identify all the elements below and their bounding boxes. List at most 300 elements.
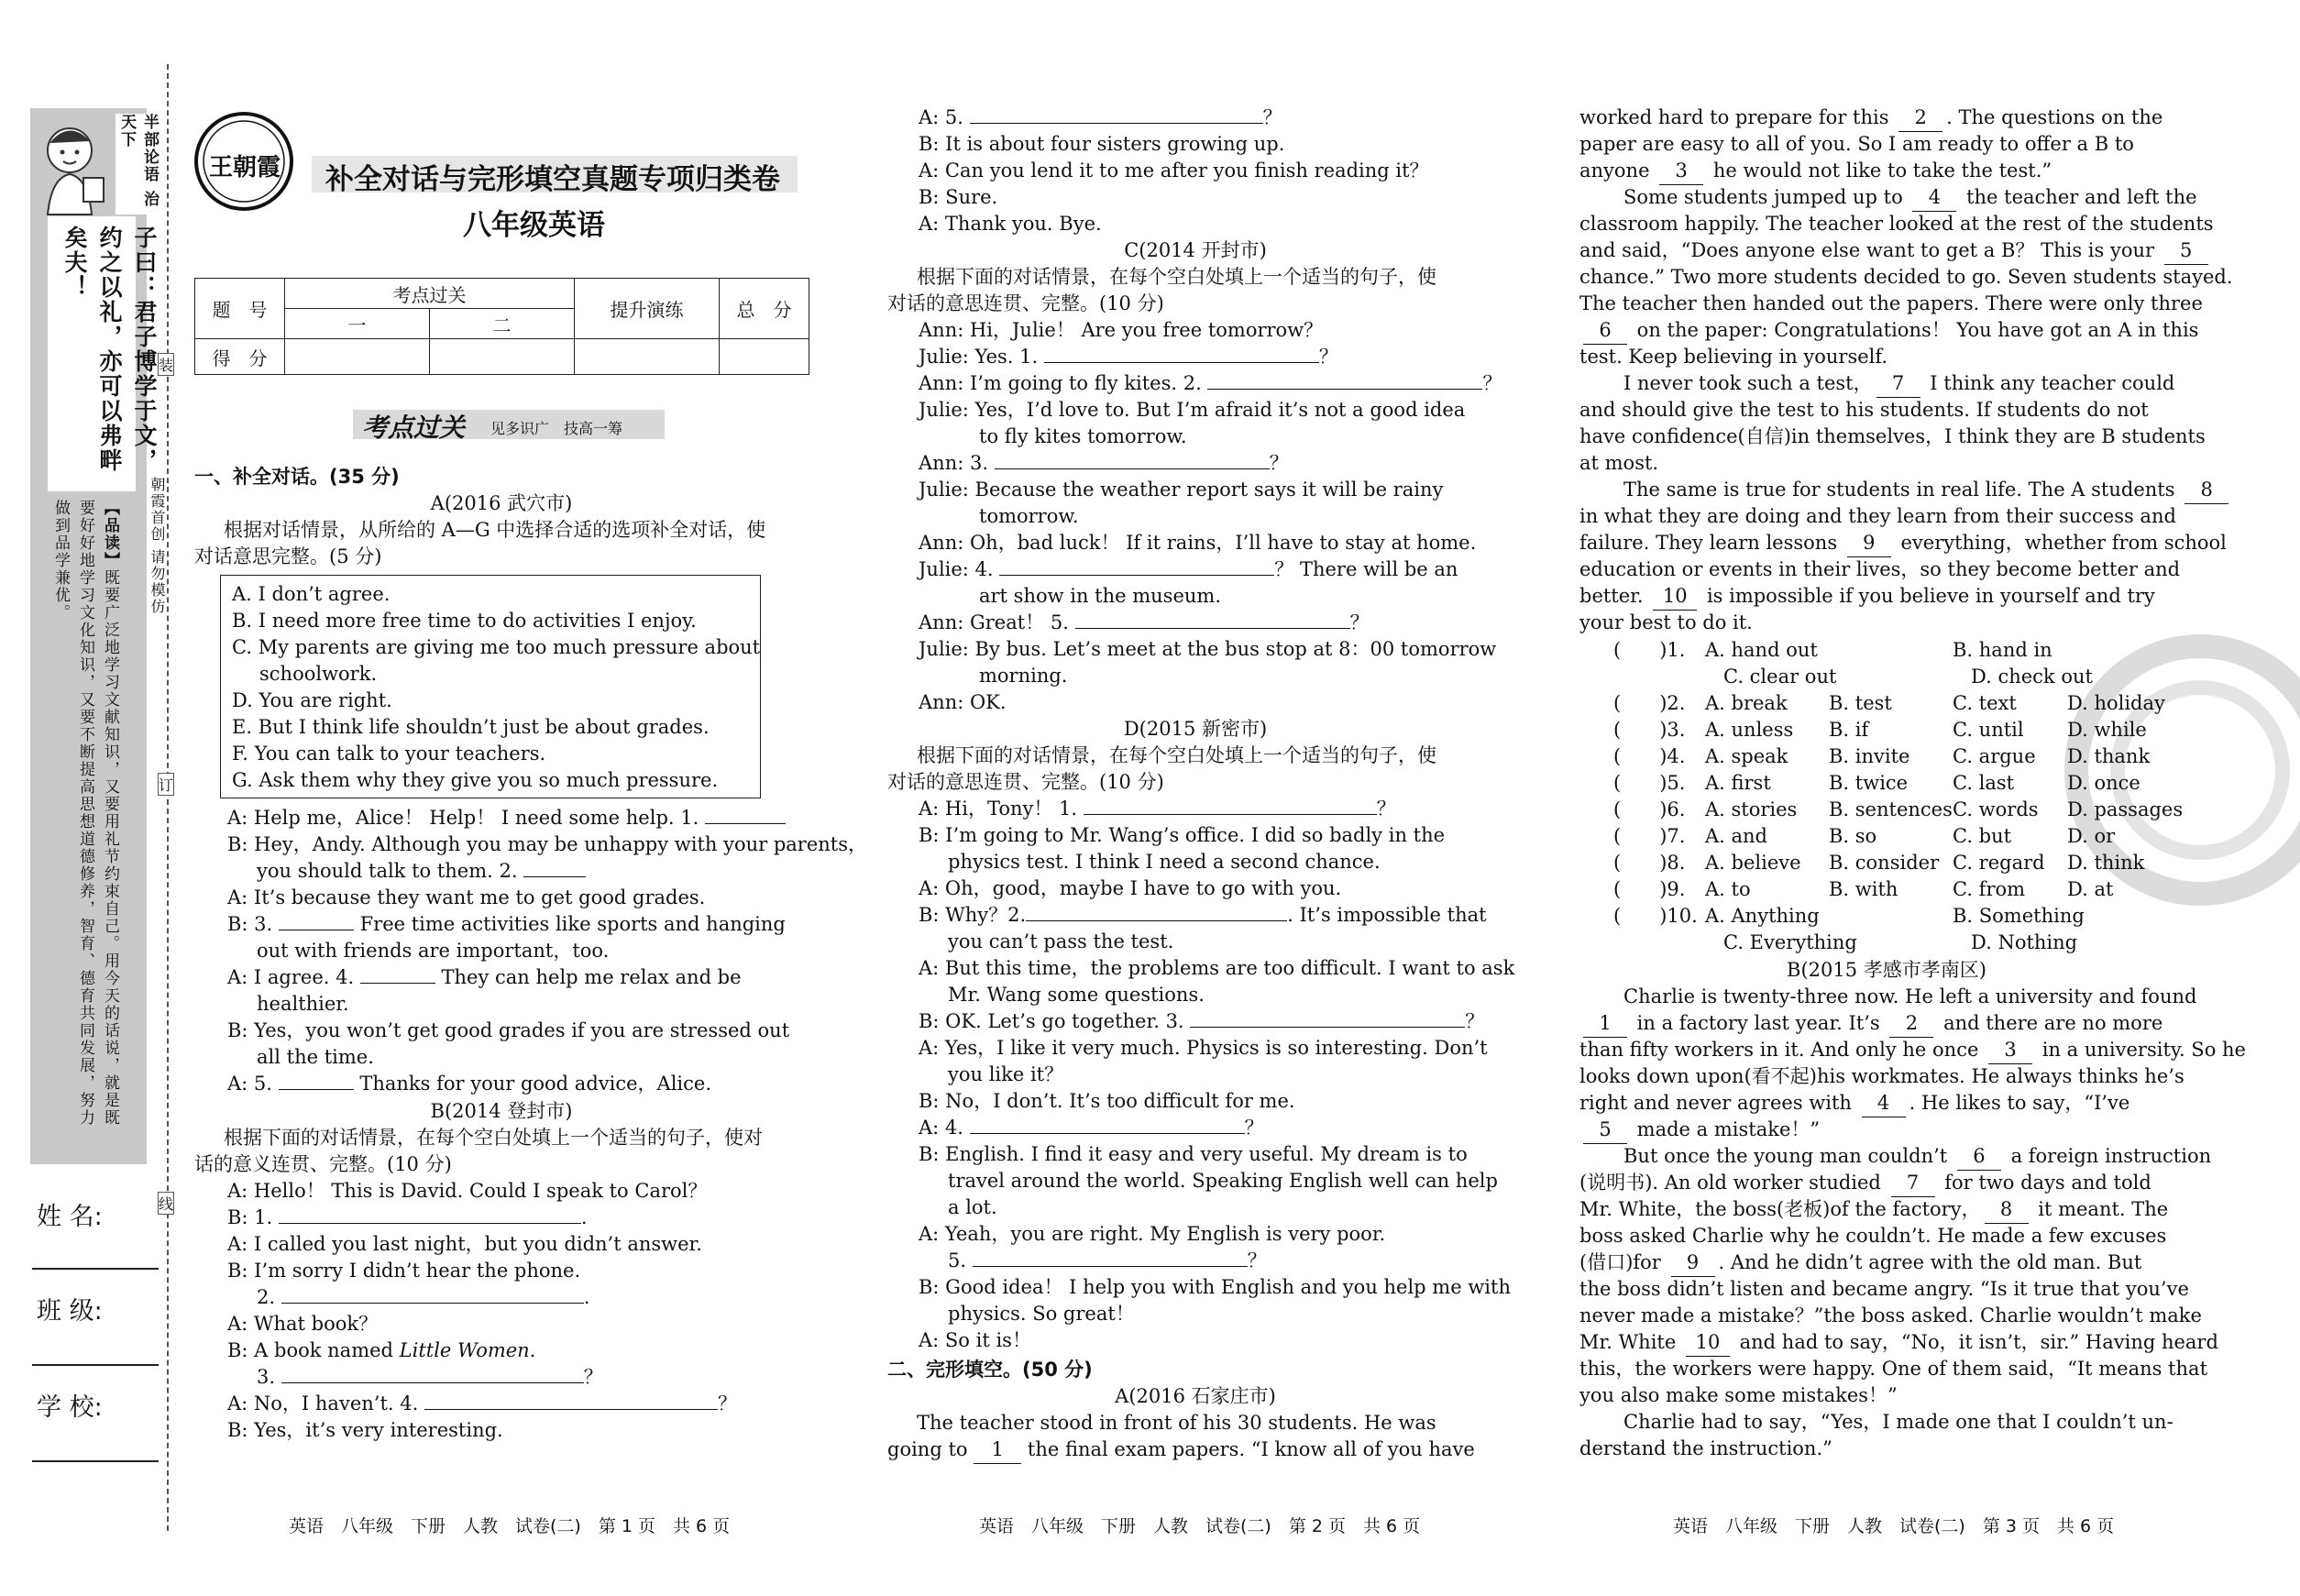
page1-column [194,464,809,570]
page2-top: A: 5. ？ B: It is about four sisters growing up. A: Can you lend it to me after you finish reading it？ B: Sure. A: Thank you. Bye. [919,105,1505,237]
clozeB-line [1579,1037,2246,1063]
dialogC-line: Julie: Because the weather report says it will be rainy [919,479,1444,501]
clozeB-line [1579,984,2197,1010]
clozeA-line [1579,105,2194,131]
clozeA-text: The same is true for students in real life. The A students [1623,479,2182,501]
page-title: 补全对话与完形填空真题专项归类卷 [325,163,780,196]
class-field[interactable] [32,1364,159,1366]
seal-char-1: 装 [158,353,174,376]
banner-slogan: 见多识广 技高一筹 [490,420,623,437]
choice-row [1613,770,2200,797]
choice-option: A. believe [1705,852,1801,874]
cloze-blank[interactable]: 3 [1988,1037,2032,1064]
clozeA-text: education or events in their lives，so they become better and [1579,558,2181,580]
B-instruction-1: 根据下面的对话情景，在每个空白处填上一个适当的句子，使对 [224,1127,763,1149]
cloze-blank[interactable]: 9 [1847,530,1891,557]
dialogA-line: Thanks for your good advice，Alice. [359,1073,711,1095]
clozeA-text: have confidence(自信)in themselves，I think they are B students [1579,425,2206,447]
B-instruction-2: 话的意义连贯、完整。(10 分) [194,1153,452,1175]
dialogD-line: Mr. Wang some questions. [948,984,1205,1006]
section1-heading: 一、补全对话。(35 分) [194,466,400,488]
dialogA-line: all the time. [257,1046,374,1068]
choice-number[interactable]: ( )1. [1613,639,1686,661]
clozeA-line [1579,424,2206,450]
clozeA-text: The teacher then handed out the papers. There were only three [1579,292,2203,314]
choice-option: D. think [2067,852,2145,874]
pindu-title: 【品读】 [101,500,119,569]
cloze-blank[interactable]: 10 [1653,583,1697,611]
clozeB-line [1579,1196,2194,1223]
clozeB-text: in a university. So he [2036,1039,2246,1061]
dialogB-line: A: No，I haven’t. 4. [227,1392,419,1414]
clozeA-line: the final exam papers. “I know all of you have [1027,1438,1475,1460]
clozeA-line [1579,477,2213,503]
clozeB-text: for two days and told [1938,1172,2151,1194]
original-tag: 朝霞首创 请勿模仿 [149,477,166,616]
clozeB-line [1579,1303,2202,1329]
dialogD-line: A: Oh，good，maybe I have to go with you. [919,877,1342,899]
clozeA-text: . The questions on the [1946,106,2163,128]
choice-option: C. last [1953,772,2015,794]
cloze-blank[interactable]: 2 [1889,1010,1933,1038]
choice-row [1613,850,2200,876]
score-cell-4[interactable] [720,339,809,375]
clozeB-text: and there are no more [1937,1012,2163,1034]
binding-line [167,64,169,1531]
choice-option: D. while [2067,719,2147,741]
clozeA-line [1579,503,2194,530]
sectionA-title: A(2016 武穴市) [430,492,573,514]
option-c-cont: schoolwork. [259,663,378,685]
dialogD-line: B: English. I find it easy and very useful. My dream is to [919,1143,1468,1165]
th-number: 题 号 [195,279,285,339]
choice-option: D. or [2067,825,2116,847]
dialogC-line: Ann: 3. [919,452,989,474]
dialogB-line: 2. [257,1286,276,1308]
cloze-blank[interactable]: 10 [1686,1329,1730,1357]
choice-option: B. if [1829,719,1869,741]
choice-row [1613,876,2200,903]
clozeB-line [1579,1382,2194,1409]
dialogD: A: Hi，Tony！ 1. ？ B: I’m going to Mr. Wang’s office. I did so badly in the physics test. I think I need a second chance. A: Oh，good，maybe I have to go with you. B: Why？2. . It’s impossible that you can’t pass the test. A: But this time，the problems are too difficult. I want to ask Mr. Wang some questions. B: OK. Let’s go together. 3. ？ A: Yes，I like it very much. Physics is so interesting. Don’t you like it？ B: No，I don’t. It’s too difficult for me. A: 4. ？ B: English. I find it easy and very useful. My dream is to travel around the world. Speaking English well can help a lot. A: Yeah，you are right. My English is very poor. 5. ？ B: Good idea！ I help you with English and you help me with physics. So great！ A: So it is！ [919,796,1505,1354]
cloze-blank[interactable]: 1 [974,1436,1021,1464]
cloze-blank[interactable]: 8 [2184,477,2228,504]
clozeB-text: never made a mistake？”the boss asked. Charlie wouldn’t make [1579,1304,2202,1326]
choice-row [1613,930,2200,956]
clozeB-line [1579,1090,2194,1117]
pindu-text: 既要广泛地学习文献知识，又要用礼节约束自己。用今天的话说，就是既要好好地学习文化知识，又要不断提高思想道德修养，智育、德育共同发展，努力做到品学兼优。 [51,500,119,1127]
clozeA-text: I think any teacher could [1923,372,2175,394]
cloze-blank[interactable]: 2 [1898,105,1942,132]
choice-row [1613,743,2200,770]
dialogD-line: A: 4. [919,1117,963,1139]
clozeB-text: But once the young man couldn’t [1623,1145,1953,1167]
options-box [220,575,761,798]
sectionC [887,237,1503,317]
clozeB-text: you also make some mistakes！” [1579,1384,1898,1406]
answer-blank[interactable] [705,823,786,824]
dialogB-line: B: Yes，it’s very interesting. [227,1419,503,1441]
school-field[interactable] [32,1460,159,1462]
clozeB-text: in a factory last year. It’s [1631,1012,1887,1034]
clozeB-line [1579,1170,2194,1196]
banner-title: 考点过关 [362,413,466,443]
clozeA-line: going to [887,1438,968,1460]
choice-row [1613,823,2200,850]
option-g: G. Ask them why they give you so much pressure. [232,769,719,791]
choice-option: D. check out [1971,666,2093,688]
dialogD-line: A: Yes，I like it very much. Physics is so interesting. Don’t [919,1037,1488,1059]
dialogC-line: to fly kites tomorrow. [979,425,1187,447]
choice-number[interactable]: ( )3. [1613,719,1686,741]
A-instruction-2: 对话意思完整。(5 分) [194,545,382,567]
dialogB-line: B: 1. [227,1206,273,1228]
choice-number[interactable]: ( )5. [1613,772,1686,794]
clozeA-text: classroom happily. The teacher looked at the rest of the students [1579,213,2214,235]
name-field[interactable] [32,1268,159,1270]
sidebar-motto: 半部论语 治天下 [116,114,161,215]
dialogD-line: physics test. I think I need a second chance. [948,851,1381,873]
section2-heading: 二、完形填空。(50 分) [887,1359,1093,1381]
choice-option: B. with [1829,878,1898,900]
section2 [887,1357,1503,1463]
answer-blank[interactable] [1075,628,1350,629]
clozeA-line [1579,131,2194,158]
page1-footer: 英语 八年级 下册 人教 试卷(二) 第 1 页 共 6 页 [289,1516,731,1536]
choice-option: B. so [1829,825,1877,847]
clozeA-line [1579,344,2194,370]
option-b: B. I need more free time to do activities I enjoy. [232,610,697,632]
dialogB-cont: B: It is about four sisters growing up. [919,133,1285,155]
score-cell-3[interactable] [575,339,720,375]
clozeB-line [1579,1409,2194,1436]
dialogB-cont: A: Can you lend it to me after you finish reading it？ [919,160,1429,182]
cloze-blank[interactable]: 6 [1957,1143,2001,1171]
choice-option: C. clear out [1723,666,1837,688]
clozeB-line [1579,1249,2194,1276]
dialogA-line: B: 3. [227,913,273,935]
answer-blank[interactable] [523,876,586,877]
clozeA-line [1579,556,2194,583]
answer-blank[interactable] [279,1223,581,1224]
clozeA-text: he would not like to take the test.” [1707,160,2052,182]
sectionD [887,716,1503,796]
sidebar-pindu [48,500,122,1141]
C-instruction-2: 对话的意思连贯、完整。(10 分) [887,292,1164,314]
answer-blank[interactable] [999,575,1274,576]
th-total: 总 分 [720,279,809,339]
cloze-blank[interactable]: 5 [1583,1117,1627,1144]
choice-row [1613,903,2200,930]
dialogB-cont: B: Sure. [919,186,998,208]
choice-option: B. hand in [1953,639,2052,661]
choice-row [1613,637,2200,664]
dialogC-line: Ann: I’m going to fly kites. 2. [919,372,1202,394]
dialogC-line: morning. [979,665,1068,687]
clozeA-text: worked hard to prepare for this [1579,106,1896,128]
choice-option: A. hand out [1705,639,1818,661]
cloze-blank[interactable]: 7 [1876,370,1920,398]
cloze-blank[interactable]: 3 [1659,158,1703,185]
choice-option: B. Something [1953,905,2085,927]
choice-row [1613,717,2200,743]
class-label: 班 级: [37,1297,103,1326]
clozeA-line [1579,317,2199,344]
dialogC-line: There will be an [1299,558,1458,580]
choice-option: C. text [1953,692,2017,714]
dialogD-line: you can’t pass the test. [948,930,1174,952]
choice-option: A. to [1705,878,1751,900]
choice-number[interactable]: ( )10. [1613,905,1698,927]
answer-blank[interactable] [279,1089,354,1090]
option-f: F. You can talk to your teachers. [232,743,546,765]
sectionD-title: D(2015 新密市) [1123,718,1268,740]
dialogC-line: art show in the museum. [979,585,1222,607]
choice-row [1613,690,2200,717]
clozeA-title: A(2016 石家庄市) [1115,1385,1276,1407]
sectionB [194,1098,809,1178]
clozeA-text: paper are easy to all of you. So I am ready to offer a B to [1579,133,2134,155]
clozeA-text: chance.” Two more students decided to go. Seven students stayed. [1579,266,2233,288]
answer-blank[interactable] [1026,920,1287,921]
choice-option: D. holiday [2067,692,2165,714]
cloze-blank[interactable]: 5 [2164,237,2208,265]
choice-option: C. argue [1953,745,2036,767]
dialogB-line: B: I’m sorry I didn’t hear the phone. [227,1260,581,1282]
dialogD-line: B: Good idea！ I help you with English and you help me with [919,1276,1511,1298]
th-checkpoint: 考点过关 [285,279,575,309]
dialogD-line: . It’s impossible that [1287,904,1487,926]
seal-char-3: 线 [158,1192,174,1215]
dialogD-line: B: OK. Let’s go together. 3. [919,1010,1184,1032]
choice-option: B. sentences [1829,798,1953,820]
dialogB-line: A: Hello！ This is David. Could I speak to Carol？ [227,1180,708,1202]
clozeB-text: . He likes to say，“I’ve [1909,1092,2130,1114]
dialogB: A: Hello！ This is David. Could I speak to Carol？ B: 1. . A: I called you last night，but you didn’t answer. B: I’m sorry I didn’t hear the phone. 2. . A: What book？ B: A book named Little Women. 3. ？ A: No，I haven’t. 4. ？ B: Yes，it’s very interesting. [227,1178,814,1444]
choice-option: D. thank [2067,745,2151,767]
choice-option: D. at [2067,878,2114,900]
clozeA-passage [1579,105,2233,636]
choice-option: C. from [1953,878,2026,900]
dialogD-line: travel around the world. Speaking English well can help [948,1170,1498,1192]
choice-number[interactable]: ( )2. [1613,692,1686,714]
dialogD-line: B: No，I don’t. It’s too difficult for me. [919,1090,1295,1112]
choice-option: A. stories [1705,798,1798,820]
choice-option: A. unless [1705,719,1794,741]
choice-option: B. twice [1829,772,1909,794]
clozeA-text: the teacher and left the [1960,186,2197,208]
choice-option: A. first [1705,772,1771,794]
clozeA-line [1579,237,2194,264]
dialogB-line: B: A book named [227,1339,393,1361]
dialogD-line: physics. So great！ [948,1303,1135,1325]
page3-footer: 英语 八年级 下册 人教 试卷(二) 第 3 页 共 6 页 [1673,1516,2115,1536]
option-e: E. But I think life shouldn’t just be about grades. [232,716,710,738]
clozeA-text: test. Keep believing in yourself. [1579,346,1888,368]
answer-blank[interactable] [995,468,1270,469]
dialogA-line: A: 5. [227,1073,272,1095]
choice-option: A. Anything [1705,905,1820,927]
th-part1: 一 [285,309,430,339]
clozeA-text: at most. [1579,452,1659,474]
answer-blank[interactable] [1084,814,1377,815]
clozeB-line [1579,1063,2194,1090]
dialogC-line: Julie: 4. [919,558,994,580]
dialogC-line: Ann: OK. [919,691,1007,713]
dialogD-line: A: Hi，Tony！ 1. [919,798,1078,820]
clozeA-text: is impossible if you believe in yourself and try [1700,585,2155,607]
choice-number[interactable]: ( )6. [1613,798,1686,820]
clozeB-text: boss asked Charlie why he couldn’t. He made a few excuses [1579,1225,2167,1247]
dialogD-line: A: Yeah，you are right. My English is very poor. [919,1223,1386,1245]
clozeA-text: your best to do it. [1579,611,1753,633]
clozeB-text: Mr. White，the boss(老板)of the factory， [1579,1198,1981,1220]
clozeB-text: Mr. White [1579,1331,1682,1353]
score-cell-2[interactable] [430,339,575,375]
choice-option: D. once [2067,772,2140,794]
dialogD-line: A: But this time，the problems are too difficult. I want to ask [919,957,1515,979]
C-instruction-1: 根据下面的对话情景，在每个空白处填上一个适当的句子，使 [917,266,1436,288]
clozeA-text: everything，whether from school [1894,532,2227,554]
school-label: 学 校: [37,1393,103,1422]
dialogA-line: Free time activities like sports and hanging [359,913,786,935]
answer-blank[interactable] [281,1303,584,1304]
answer-blank[interactable] [281,1382,584,1383]
cartoon-figure [33,114,112,218]
clozeB-text: (借口)for [1579,1251,1667,1273]
dialogA-line: healthier. [257,993,349,1015]
dialogA-line: A: It’s because they want me to get good grades. [227,886,706,908]
dialogA-line: you should talk to them. 2. [257,860,518,882]
choice-number[interactable]: ( )4. [1613,745,1686,767]
clozeB-line [1579,1010,2194,1037]
answer-blank[interactable] [973,1266,1248,1267]
clozeB-title: B(2015 孝感市孝南区) [1787,959,1986,981]
clozeB-text: right and never agrees with [1579,1092,1858,1114]
clozeB-passage [1579,984,2246,1462]
answer-blank[interactable] [970,123,1263,124]
clozeB-text: a foreign instruction [2004,1145,2212,1167]
clozeB-line [1579,1223,2194,1249]
dialogA [227,805,867,1097]
option-c: C. My parents are giving me too much pressure about [232,636,761,658]
answer-blank[interactable] [360,983,435,984]
choice-option: D. passages [2067,798,2184,820]
dialogC-line: Ann: Great！ 5. [919,611,1069,633]
cloze-blank[interactable]: 9 [1671,1249,1715,1277]
choice-number[interactable]: ( )9. [1613,878,1686,900]
answer-blank[interactable] [1190,1027,1465,1028]
dialogC: Ann: Hi，Julie！ Are you free tomorrow？ Julie: Yes. 1. ？ Ann: I’m going to fly kites. 2. ？ Julie: Yes，I’d love to. But I’m afraid it’s not a good idea to fly kites tomorrow. Ann: 3. ？ Julie: Because the weather report says it will be rainy tomorrow. Ann: Oh，bad luck！ If it rains，I’ll have to stay at home. Julie: 4. ？ There will be an art show in the museum. Ann: Great！ 5. ？ Julie: By bus. Let’s meet at the bus stop at 8：00 tomorrow morning. Ann: OK. [919,317,1505,716]
choice-option: A. break [1705,692,1788,714]
clozeA-line [1579,291,2203,317]
choice-option: C. regard [1953,852,2045,874]
cloze-blank[interactable]: 6 [1583,317,1627,345]
dialogA-line: They can help me relax and be [441,966,742,988]
clozeA-line [1579,264,2233,291]
seal-char-2: 订 [158,773,174,796]
dialogC-line: Julie: By bus. Let’s meet at the bus stop at 8：00 tomorrow [919,638,1497,660]
clozeB-text: . And he didn’t agree with the old man. But [1718,1251,2142,1273]
option-d: D. You are right. [232,689,392,711]
th-part2: 二 [430,309,575,339]
choice-option: B. test [1829,692,1892,714]
choice-option: C. words [1953,798,2039,820]
clozeB-text: (说明书). An old worker studied [1579,1172,1887,1194]
dialogD-line: B: Why？2. [919,904,1027,926]
clozeA-text: anyone [1579,160,1656,182]
choice-option: B. invite [1829,745,1910,767]
choice-option: C. until [1953,719,2024,741]
option-a: A. I don’t agree. [232,583,391,605]
clozeA-text: failure. They learn lessons [1579,532,1843,554]
answer-blank[interactable] [1207,389,1482,390]
th-practice: 提升演练 [575,279,720,339]
clozeA-choices [1613,637,2200,956]
choice-option: D. Nothing [1971,931,2078,953]
cloze-blank[interactable]: 1 [1583,1010,1627,1038]
choice-option: B. consider [1829,852,1940,874]
dialogB-line: A: I called you last night，but you didn’t answer. [227,1233,702,1255]
clozeB-text: this，the workers were happy. One of them said，“It means that [1579,1358,2208,1380]
clozeA-text: Some students jumped up to [1623,186,1909,208]
clozeA-line [1579,530,2227,556]
choice-option: C. Everything [1723,931,1857,953]
choice-number[interactable]: ( )7. [1613,825,1686,847]
clozeA-text: better. [1579,585,1650,607]
logo-text: 王朝霞 [208,154,281,182]
cloze-blank[interactable]: 8 [1985,1196,2029,1224]
clozeA-text: in what they are doing and they learn from their success and [1579,505,2176,527]
name-label: 姓 名: [37,1203,103,1231]
clozeB-line [1579,1143,2212,1170]
clozeB-line [1579,1329,2218,1356]
page-subtitle: 八年级英语 [463,209,605,242]
clozeA-line [1579,211,2214,237]
clozeB-line [1579,1117,2194,1143]
page2-footer: 英语 八年级 下册 人教 试卷(二) 第 2 页 共 6 页 [979,1516,1421,1536]
answer-blank[interactable] [424,1409,718,1410]
sidebar-quote: 子曰：君子博学于文，约之以礼，亦可以弗畔矣夫！ [61,226,158,473]
dialogA-line: out with friends are important，too. [257,940,610,962]
sectionC-title: C(2014 开封市) [1124,239,1267,261]
clozeB-text: it meant. The [2031,1198,2169,1220]
D-instruction-2: 对话的意思连贯、完整。(10 分) [887,771,1164,793]
clozeB-text: and had to say，“No，it isn’t，sir.” Having heard [1733,1331,2218,1353]
clozeA-line [1579,184,2197,211]
score-cell-1[interactable] [285,339,430,375]
dialogD-line: B: I’m going to Mr. Wang’s office. I did so badly in the [919,824,1446,846]
cloze-blank[interactable]: 4 [1912,184,1956,212]
dialogB-cont: A: 5. [919,106,963,128]
choice-option: A. speak [1705,745,1788,767]
choice-number[interactable]: ( )8. [1613,852,1686,874]
clozeA-line: The teacher stood in front of his 30 students. He was [917,1412,1436,1434]
dialogD-line: A: So it is！ [919,1329,1031,1351]
clozeA-line [1579,370,2194,397]
clozeB-text: Charlie had to say，“Yes，I made one that I couldn’t un- [1623,1411,2173,1433]
answer-blank[interactable] [970,1133,1245,1134]
clozeB-text: than fifty workers in it. And only he once [1579,1039,1986,1061]
sectionB-title: B(2014 登封市) [430,1100,573,1122]
dialogC-line: Julie: Yes. 1. [919,346,1039,368]
clozeA-line [1579,397,2194,424]
answer-blank[interactable] [1044,362,1319,363]
cloze-blank[interactable]: 4 [1862,1090,1906,1117]
clozeA-text: I never took such a test， [1623,372,1873,394]
clozeB-text: made a mistake！” [1631,1118,1821,1140]
cloze-blank[interactable]: 7 [1891,1170,1935,1197]
